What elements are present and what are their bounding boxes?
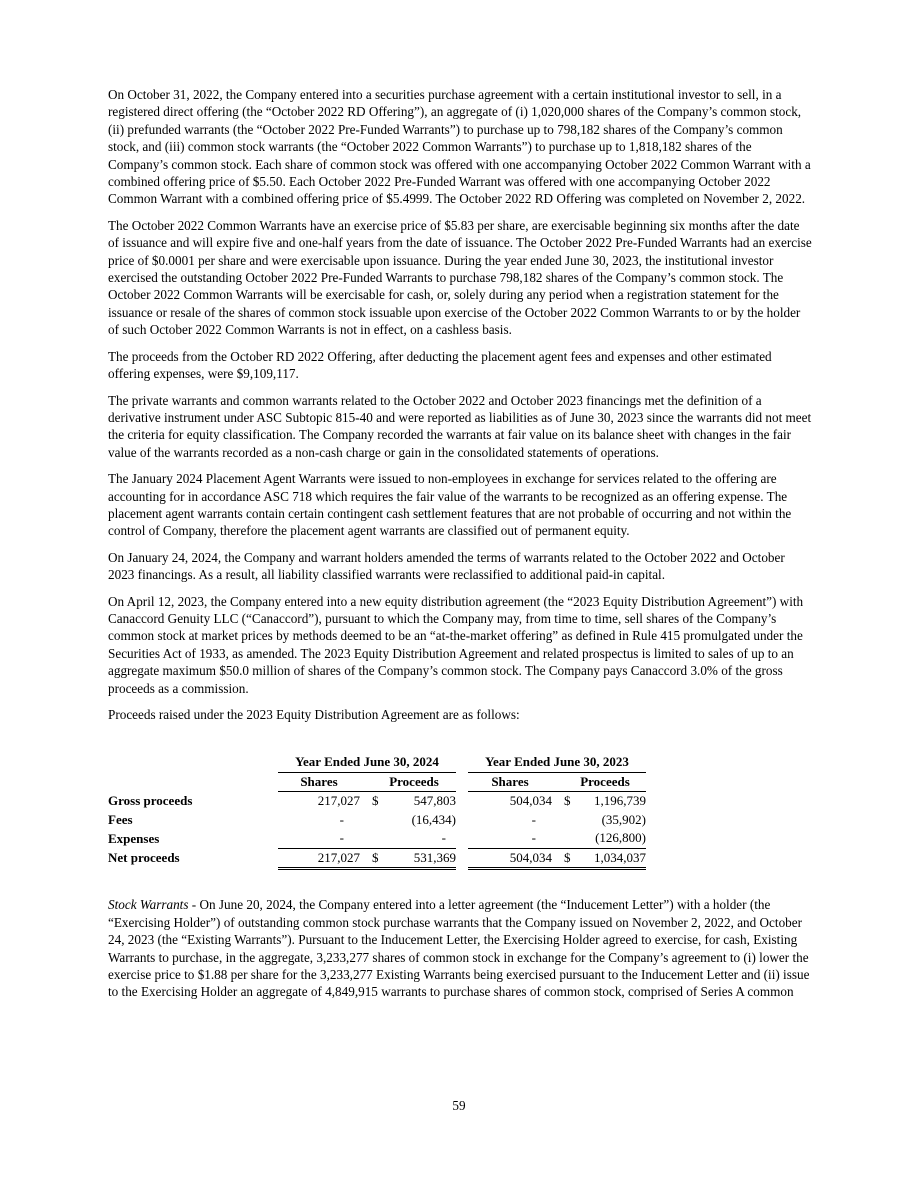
- column-header-shares-2023: Shares: [468, 772, 552, 792]
- period-header-2023: Year Ended June 30, 2023: [468, 753, 646, 772]
- shares-2023-cell: 504,034: [509, 793, 552, 809]
- shares-2024-cell: 217,027: [317, 793, 360, 809]
- paragraph-october-2022-offering: On October 31, 2022, the Company entered into a securities purchase agreement with a certain institutional investor to sell, in a registered direct offering (the “October 2022 RD Offering”), an aggregate of (i) 1,020,000 shares of the Company’s common stock, (ii) prefunded warrants (the “October 2022 Pre-Funded Warrants”) to purchase up to 798,182 shares of the Company’s common stock, and (iii) common stock warrants (the “October 2022 Common Warrants”) to purchase up to 1,818,182 shares of the Company’s common stock. Each share of common stock was offered with one accompanying October 2022 Common Warrant with a combined offering price of $5.50. Each October 2022 Pre-Funded Warrant was offered with one accompanying October 2022 Common Warrant with a combined offering price of $5.4999. The October 2022 RD Offering was completed on November 2, 2022.: [108, 87, 811, 207]
- shares-2024-cell: 217,027: [278, 848, 360, 869]
- paragraph-proceeds-intro: Proceeds raised under the 2023 Equity Distribution Agreement are as follows:: [108, 707, 520, 722]
- table-header-column-row: [108, 772, 646, 792]
- proceeds-2023-cell: (35,902): [601, 811, 646, 827]
- table-row: [108, 811, 646, 830]
- row-label: Expenses: [108, 830, 160, 846]
- shares-2024-cell: -: [339, 811, 344, 827]
- paragraph-equity-distribution-agreement: On April 12, 2023, the Company entered into a new equity distribution agreement (the “2023 Equity Distribution Agreement”) with Canaccord Genuity LLC (“Canaccord”), pursuant to which the Company may, from time to time, sell shares of the Company’s common stock at market prices by methods deemed to be an “at-the-market offering” as defined in Rule 415 promulgated under the Securities Act of 1933, as amended. The 2023 Equity Distribution Agreement and related prospectus is limited to sales of up to an aggregate maximum $50.0 million of shares of the Company’s common stock. The Company pays Canaccord 3.0% of the gross proceeds as a commission.: [108, 593, 804, 696]
- proceeds-2024-cell: -: [372, 829, 456, 848]
- row-label: Net proceeds: [108, 850, 180, 866]
- proceeds-2023-cell: (126,800): [564, 829, 646, 848]
- proceeds-2023-cell: $ 1,196,739: [564, 793, 646, 809]
- paragraph-warrant-amendment: On January 24, 2024, the Company and warrant holders amended the terms of warrants related to the October 2022 and October 2023 financings. As a result, all liability classified warrants were reclassified to additional paid-in capital.: [108, 549, 785, 583]
- shares-2024-cell: -: [278, 829, 360, 848]
- paragraph-stock-warrants: [108, 896, 812, 1000]
- proceeds-2024-cell: (16,434): [411, 811, 456, 827]
- row-label: Gross proceeds: [108, 793, 193, 809]
- stock-warrants-heading: Stock Warrants: [108, 897, 189, 913]
- proceeds-table-container: [108, 753, 812, 870]
- proceeds-2024-cell: $ 547,803: [372, 793, 456, 809]
- column-header-proceeds-2024: Proceeds: [372, 772, 456, 792]
- shares-2023-cell: -: [531, 811, 536, 827]
- table-row: [108, 848, 646, 869]
- column-header-shares-2024: Shares: [278, 772, 360, 792]
- row-label: Fees: [108, 811, 133, 827]
- shares-2023-cell: 504,034: [468, 848, 552, 869]
- table-header-period-row: [108, 753, 646, 772]
- page-number: 59: [452, 1098, 466, 1113]
- paragraph-common-warrants-terms: The October 2022 Common Warrants have an exercise price of $5.83 per share, are exercisable beginning six months after the date of issuance and will expire five and one-half years from the date of issuance. The October 2022 Pre-Funded Warrants had an exercise price of $0.0001 per share and were exercisable upon issuance. During the year ended June 30, 2023, the institutional investor exercised the outstanding October 2022 Pre-Funded Warrants to purchase 798,182 shares of the Company’s common stock. The October 2022 Common Warrants will be exercisable for cash, or, solely during any period when a registration statement for the issuance or resale of the shares of common stock issuable upon exercise of the October 2022 Common Warrants to or by the holder of such October 2022 Common Warrants is not in effect, on a cashless basis.: [108, 217, 812, 338]
- column-header-proceeds-2023: Proceeds: [564, 772, 646, 792]
- table-row: [108, 792, 646, 811]
- proceeds-2024-cell: $ 531,369: [372, 848, 456, 869]
- proceeds-table: [108, 753, 646, 870]
- proceeds-2023-cell: $ 1,034,037: [564, 848, 646, 869]
- paragraph-offering-proceeds: The proceeds from the October RD 2022 Offering, after deducting the placement agent fees and expenses and other estimated offering expenses, were $9,109,117.: [108, 348, 772, 382]
- table-row: [108, 829, 646, 848]
- paragraph-derivative-warrants: The private warrants and common warrants related to the October 2022 and October 2023 financings met the definition of a derivative instrument under ASC Subtopic 815-40 and were reported as liabilities as of June 30, 2023 since the warrants did not meet the criteria for equity classification. The Company recorded the warrants at fair value on its balance sheet with changes in the fair value of the warrants recorded as a non-cash charge or gain in the consolidated statements of operations.: [108, 392, 812, 460]
- paragraph-placement-agent-warrants: The January 2024 Placement Agent Warrants were issued to non-employees in exchange for services related to the offering are accounting for in accordance ASC 718 which requires the fair value of the warrants to be recognized as an offering expense. The placement agent warrants contain certain contingent cash settlement features that are not probable of occurring and not within the control of Company, therefore the placement agent warrants are classified out of permanent equity.: [108, 471, 792, 539]
- document-page: [108, 86, 812, 1010]
- period-header-2024: Year Ended June 30, 2024: [278, 753, 456, 772]
- shares-2023-cell: -: [468, 829, 552, 848]
- stock-warrants-text: - On June 20, 2024, the Company entered into a letter agreement (the “Inducement Letter”) with a holder (the “Exercising Holder”) of outstanding common stock purchase warrants that the Company issued on November 2, 2022, and October 24, 2023 (the “Existing Warrants”). Pursuant to the Inducement Letter, the Exercising Holder agreed to exercise, for cash, Existing Warrants to purchase, in the aggregate, 3,233,277 shares of common stock in exchange for the Company’s agreement to (i) lower the exercise price to $1.88 per share for the 3,233,277 Existing Warrants being exercised pursuant to the Inducement Letter and (ii) issue to the Exercising Holder an aggregate of 4,849,915 warrants to purchase shares of common stock, comprised of Series A common: [108, 897, 810, 1000]
